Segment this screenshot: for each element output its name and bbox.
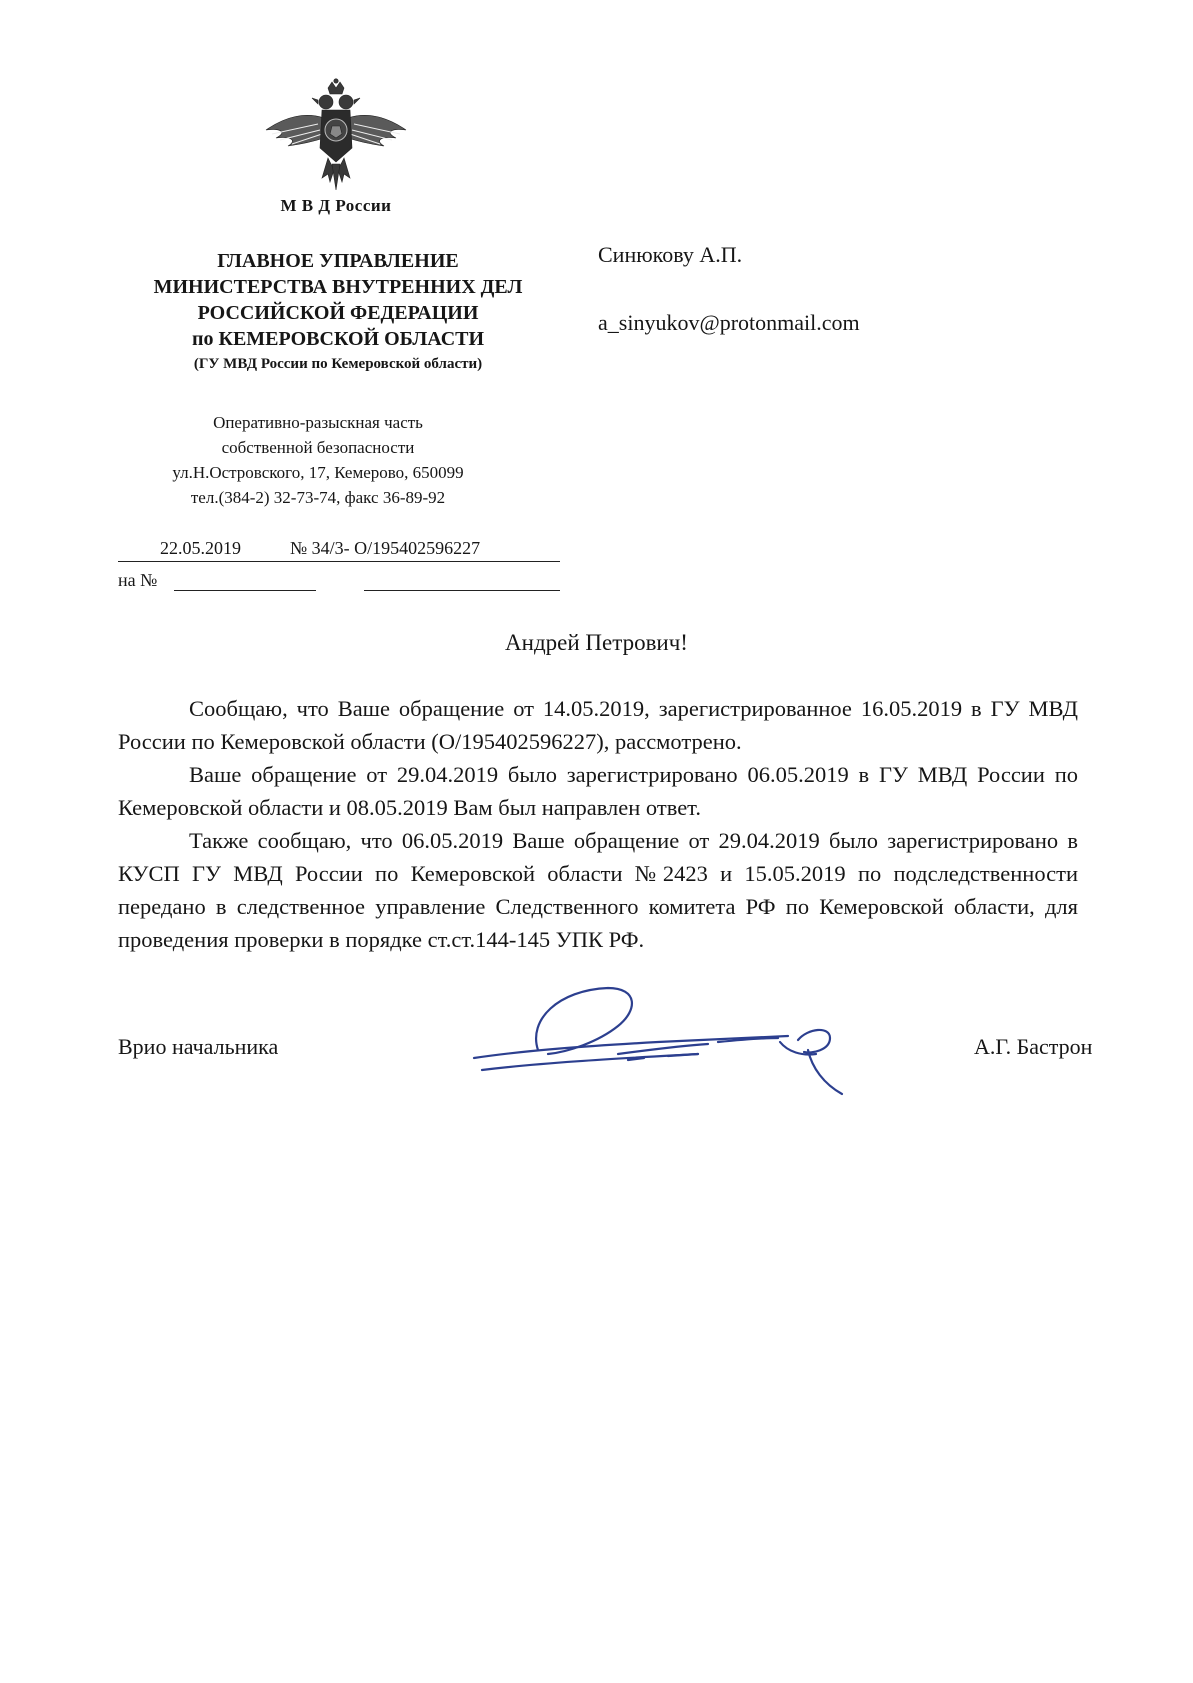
registration-date: 22.05.2019 [160, 538, 241, 558]
body-paragraph: Также сообщаю, что 06.05.2019 Ваше обращение от 29.04.2019 было зарегистрировано в КУСП ГУ МВД России по Кемеровской области №2423 и 15.05.2019 по подследственности передано в следственное управление Следственного комитета РФ по Кемеровской области, для проведения проверки в порядке ст.ст.144-145 УПК РФ. [118, 828, 1078, 952]
org-abbreviation: (ГУ МВД России по Кемеровской области) [193, 356, 483, 372]
registration-number: № 34/3- О/195402596227 [290, 538, 481, 558]
unit-line: ул.Н.Островского, 17, Кемерово, 650099 [172, 463, 464, 482]
handwritten-signature [468, 980, 898, 1100]
reference-label: на № [118, 570, 158, 590]
unit-line: Оперативно-разыскная часть [213, 413, 423, 432]
addressee-email: a_sinyukov@protonmail.com [598, 310, 860, 335]
registration-underline [118, 561, 560, 562]
reference-line [118, 570, 568, 591]
org-line: РОССИЙСКОЙ ФЕДЕРАЦИИ [197, 302, 479, 324]
unit-line: тел.(384-2) 32-73-74, факс 36-89-92 [190, 488, 446, 507]
ministry-short-name: М В Д России [280, 196, 392, 215]
signer-name: А.Г. Бастрон [974, 1034, 1093, 1059]
salutation: Андрей Петрович! [505, 630, 688, 655]
signatory-title: Врио начальника [118, 1034, 279, 1059]
body-paragraph: Сообщаю, что Ваше обращение от 14.05.2019, зарегистрированное 16.05.2019 в ГУ МВД России по Кемеровской области (О/195402596227), рассмотрено. [118, 696, 1078, 754]
reference-underline [364, 590, 560, 591]
body-paragraph: Ваше обращение от 29.04.2019 было зарегистрировано 06.05.2019 в ГУ МВД России по Кемеровской области и 08.05.2019 Вам был направлен ответ. [118, 762, 1078, 820]
reference-underline [174, 590, 316, 591]
addressee-name: Синюкову А.П. [598, 242, 743, 267]
mvd-emblem-icon [258, 78, 414, 196]
org-line: МИНИСТЕРСТВА ВНУТРЕННИХ ДЕЛ [153, 276, 523, 298]
org-line: ГЛАВНОЕ УПРАВЛЕНИЕ [217, 250, 459, 272]
unit-address-block [118, 410, 518, 510]
letter-body [118, 692, 1078, 956]
organization-name [112, 248, 564, 376]
unit-line: собственной безопасности [221, 438, 415, 457]
org-line: по КЕМЕРОВСКОЙ ОБЛАСТИ [191, 328, 485, 350]
